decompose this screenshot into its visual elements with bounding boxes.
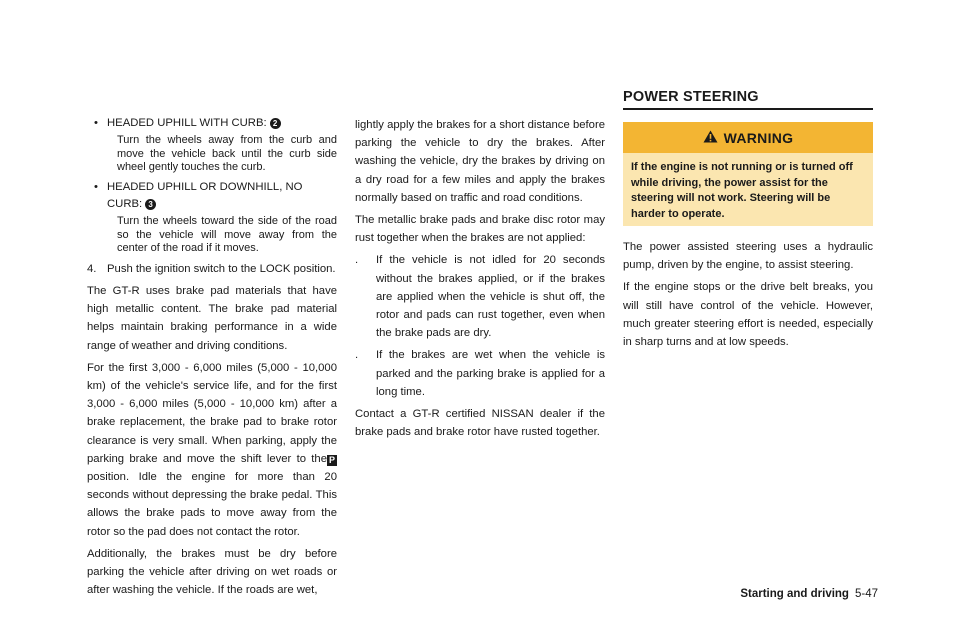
bullet-body: Turn the wheels toward the side of the road so the vehicle will move away from the center of the road if it moves. — [117, 214, 337, 255]
list-item — [355, 251, 605, 342]
step-number: 4. — [87, 262, 97, 275]
warning-body: If the engine is not running or is turned off while driving, the power assist for the steering will not work. Steering will be harder to operate. — [623, 153, 873, 226]
page-number: 5-47 — [854, 588, 878, 600]
paragraph-break-in — [87, 359, 337, 541]
warning-triangle-icon — [703, 130, 718, 146]
paragraph-power-steering: The power assisted steering uses a hydraulic pump, driven by the engine, to assist steering. — [623, 241, 873, 272]
bullet-heading: HEADED UPHILL WITH CURB: — [107, 117, 267, 129]
paragraph-brake-pad-material: The GT-R uses brake pad materials that have high metallic content. The brake pad material helps maintain braking performance in a wide range of weather and driving conditions. — [87, 284, 337, 352]
list-item-text: If the brakes are wet when the vehicle is parked and the parking brake is applied for a long time. — [376, 349, 605, 398]
bullet-dot: • — [94, 180, 98, 193]
section-title: POWER STEERING — [623, 89, 873, 110]
bullet-dot: • — [94, 117, 98, 129]
paragraph-rust-together: The metallic brake pads and brake disc rotor may rust together when the brakes are not applied: — [355, 214, 605, 245]
bullet-body: Turn the wheels away from the curb and move the vehicle back until the curb side wheel gently touches the curb. — [117, 134, 337, 174]
footer-section: Starting and driving — [740, 588, 849, 600]
paragraph-contact-dealer: Contact a GT-R certified NISSAN dealer if the brake pads and brake rotor have rusted together. — [355, 408, 605, 439]
step-text: Push the ignition switch to the LOCK position. — [107, 262, 336, 275]
paragraph-text: position. Idle the engine for more than 20 seconds without depressing the brake pedal. This allows the brake pads to move away from the rotor so the pad does not contact the rotor. — [87, 471, 337, 538]
callout-marker-2: 2 — [270, 118, 281, 129]
paragraph-dry-brakes: Additionally, the brakes must be dry before parking the vehicle after driving on wet roads or after washing the vehicle. If the roads are wet, — [87, 547, 337, 597]
column-left — [87, 112, 337, 603]
paragraph-text: For the first 3,000 - 6,000 miles (5,000 - 10,000 km) of the vehicle's service life, and for the first 3,000 - 6,000 miles (5,000 - 10,000 km) after a brake replacement, the brake pad to brake rotor clearance is very small. When parking, apply the parking brake and move the shift lever to the — [87, 361, 337, 465]
bullet-dot: . — [355, 349, 359, 362]
column-right — [623, 238, 873, 355]
bullet-dot: . — [355, 254, 359, 267]
paragraph-apply-brakes: lightly apply the brakes for a short distance before parking the vehicle to dry the brakes. After washing the vehicle, dry the brakes by driving on a dry road for a few miles and apply the brakes normally based on traffic and road conditions. — [355, 119, 605, 204]
step-4 — [87, 260, 337, 278]
bullet-heading: HEADED UPHILL OR DOWNHILL, NO CURB: — [107, 180, 303, 210]
callout-marker-3: 3 — [145, 199, 156, 210]
column-middle — [355, 116, 605, 445]
warning-header — [623, 122, 873, 153]
bullet-headed-uphill-or-downhill — [87, 179, 337, 213]
list-item-text: If the vehicle is not idled for 20 seconds without the brakes applied, or if the brakes are applied when the vehicle is shut off, the rotor and pads can rust together, even when the brake pads are dry. — [376, 254, 605, 340]
paragraph-engine-stops: If the engine stops or the drive belt breaks, you will still have control of the vehicle. However, much greater steering effort is needed, especially in sharp turns and at low speeds. — [623, 281, 873, 349]
page-footer — [718, 588, 878, 600]
list-item — [355, 346, 605, 401]
warning-title: WARNING — [723, 129, 794, 146]
bullet-headed-uphill-with-curb — [87, 114, 337, 132]
park-position-icon: P — [328, 454, 335, 465]
